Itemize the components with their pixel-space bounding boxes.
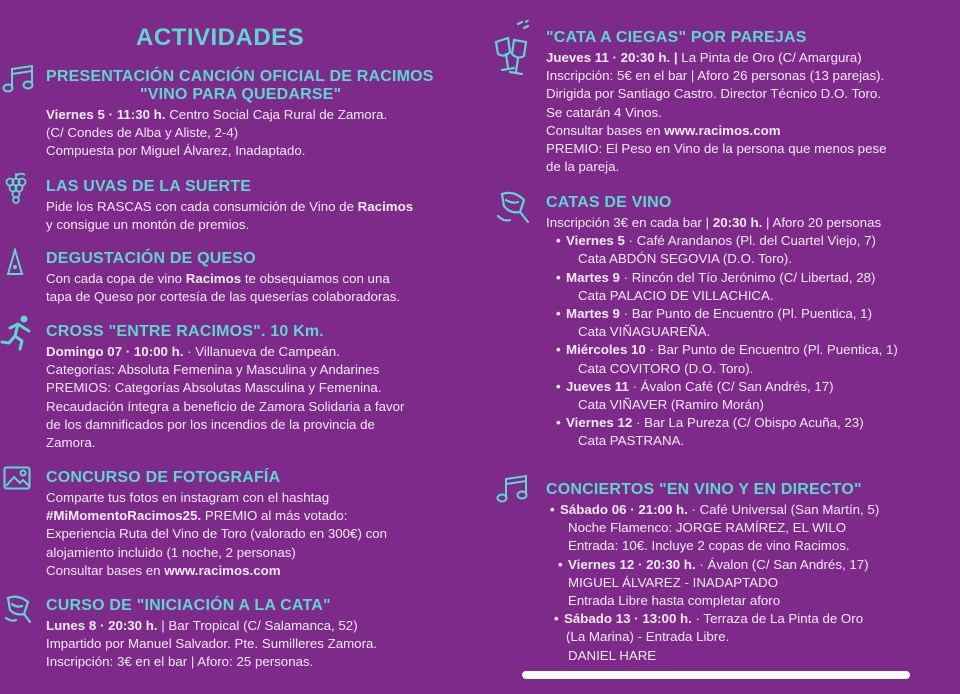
list-item: • Jueves 11 · Ávalon Café (C/ San Andrés, 17) Cata VIÑAVER (Ramiro Morán) — [556, 378, 834, 413]
section-title: CURSO DE "INICIACIÓN A LA CATA" — [46, 597, 331, 614]
section-catas-vino — [546, 194, 946, 451]
website-link: www.racimos.com — [664, 122, 781, 138]
list-item: • Martes 9 · Bar Punto de Encuentro (Pl. Puentica, 1) Cata VIÑAGUAREÑA. — [556, 306, 873, 340]
info-line: Se catarán 4 Vinos. — [546, 104, 662, 120]
list-item: • Viernes 5 · Café Arandanos (Pl. del Cuartel Viejo, 7) Cata ABDÓN SEGOVIA (D.O. Toro). — [556, 233, 876, 267]
info-line: Categorías: Absoluta Femenina y Masculina y Andarines — [46, 362, 380, 378]
info-line: de la pareja. — [546, 159, 620, 175]
info-line: Con cada copa de vino Racimos te obsequiamos con una — [46, 271, 390, 286]
bottom-divider — [522, 671, 910, 679]
info-line: PREMIOS: Categorías Absolutas Masculina y Femenina. — [46, 380, 382, 396]
event-line: Lunes 8 · 20:30 h. | Bar Tropical (C/ Salamanca, 52) — [46, 618, 358, 633]
section-cata-ciegas — [546, 29, 946, 176]
list-item: • Sábado 13 · 13:00 h. · Terraza de La Pinta de Oro (La Marina) - Entrada Libre. DANIEL HARE — [554, 611, 864, 663]
address-line: (C/ Condes de Alba y Aliste, 2-4) — [46, 125, 239, 141]
info-line: alojamiento incluido (1 noche, 2 personas) — [46, 544, 296, 560]
section-title: CONCURSO DE FOTOGRAFÍA — [46, 469, 281, 486]
section-title: CATAS DE VINO — [546, 194, 672, 211]
list-item: • Miércoles 10 · Bar Punto de Encuentro (Pl. Puentica, 1) Cata COVITORO (D.O. Toro). — [556, 342, 898, 376]
info-line: Consultar bases en www.racimos.com — [546, 122, 781, 138]
section-curso — [46, 597, 456, 672]
info-line: Experiencia Ruta del Vino de Toro (valorado en 300€) con — [46, 526, 388, 542]
info-line: Recaudación íntegra a beneficio de Zamora Solidaria a favor — [46, 398, 405, 414]
section-title: CROSS "ENTRE RACIMOS". 10 Km. — [46, 323, 324, 340]
info-line: Pide los RASCAS con cada consumición de Vino de Racimos — [46, 199, 414, 214]
photo-icon — [3, 466, 31, 490]
info-line: Compuesta por Miguel Álvarez, Inadaptado. — [46, 143, 306, 159]
section-uvas — [46, 178, 456, 234]
wine-toast-icon — [492, 20, 538, 78]
music-notes-icon — [496, 474, 530, 504]
section-title: DEGUSTACIÓN DE QUESO — [46, 250, 256, 267]
section-title: LAS UVAS DE LA SUERTE — [46, 178, 252, 195]
event-line: Jueves 11 · 20:30 h. | La Pinta de Oro (C/ Amargura) — [546, 50, 862, 65]
section-cross — [46, 323, 456, 452]
section-conciertos — [546, 481, 946, 665]
event-line: Domingo 07 · 10:00 h. · Villanueva de Campeán. — [46, 344, 340, 359]
info-line: Impartido por Manuel Salvador. Pte. Sumilleres Zamora. — [46, 636, 378, 652]
website-link: www.racimos.com — [164, 562, 281, 578]
cheese-wedge-icon — [6, 248, 24, 276]
section-title: "CATA A CIEGAS" POR PAREJAS — [546, 29, 807, 46]
event-line: Viernes 5 · 11:30 h. Centro Social Caja Rural de Zamora. — [46, 107, 388, 122]
grapes-icon — [3, 172, 29, 204]
info-line: #MiMomentoRacimos25. PREMIO al más votado: — [46, 508, 348, 524]
info-line: Dirigida por Santiago Castro. Director Técnico D.O. Toro. — [546, 86, 882, 102]
info-line: Consultar bases en www.racimos.com — [46, 562, 281, 578]
info-line: de los damnificados por los incendios de la provincia de — [46, 416, 375, 432]
info-line: Inscripción: 5€ en el bar | Aforo 26 personas (13 parejas). — [546, 68, 885, 84]
info-line: Zamora. — [46, 435, 96, 451]
info-line: Inscripción: 3€ en el bar | Aforo: 25 personas. — [46, 654, 314, 670]
info-line: Inscripción 3€ en cada bar | 20:30 h. | Aforo 20 personas — [546, 215, 882, 230]
section-fotografia — [46, 469, 456, 580]
info-line: y consigue un montón de premios. — [46, 217, 250, 233]
wine-glass-icon — [494, 188, 534, 228]
runner-icon — [0, 314, 34, 352]
list-item: • Sábado 06 · 21:00 h. · Café Universal (San Martín, 5) Noche Flamenco: JORGE RAMÍREZ, EL WILO Entrada: 10€. Incluye 2 copas de vino Racimos. — [550, 502, 880, 554]
section-presentacion — [46, 68, 456, 161]
info-line: tapa de Queso por cortesía de las queserías colaboradoras. — [46, 289, 401, 305]
list-item: • Martes 9 · Rincón del Tío Jerónimo (C/ Libertad, 28) Cata PALACIO DE VILLACHICA. — [556, 269, 876, 303]
section-queso — [46, 250, 456, 306]
section-title: CONCIERTOS "EN VINO Y EN DIRECTO" — [546, 481, 862, 498]
section-subtitle: "VINO PARA QUEDARSE" — [140, 86, 342, 103]
info-line: Comparte tus fotos en instagram con el hashtag — [46, 490, 330, 505]
music-notes-icon — [2, 64, 36, 94]
info-line: PREMIO: El Peso en Vino de la persona que menos pese — [546, 141, 887, 157]
wine-tasting-icon — [2, 592, 36, 626]
section-title: PRESENTACIÓN CANCIÓN OFICIAL DE RACIMOS — [46, 68, 434, 85]
catas-list — [546, 232, 946, 450]
page-title: ACTIVIDADES — [136, 24, 305, 51]
list-item: • Viernes 12 · 20:30 h. · Ávalon (C/ San Andrés, 17) MIGUEL ÁLVAREZ - INADAPTADO Entrada Libre hasta completar aforo — [558, 556, 869, 609]
list-item: • Viernes 12 · Bar La Pureza (C/ Obispo Acuña, 23) Cata PASTRANA. — [556, 415, 864, 449]
